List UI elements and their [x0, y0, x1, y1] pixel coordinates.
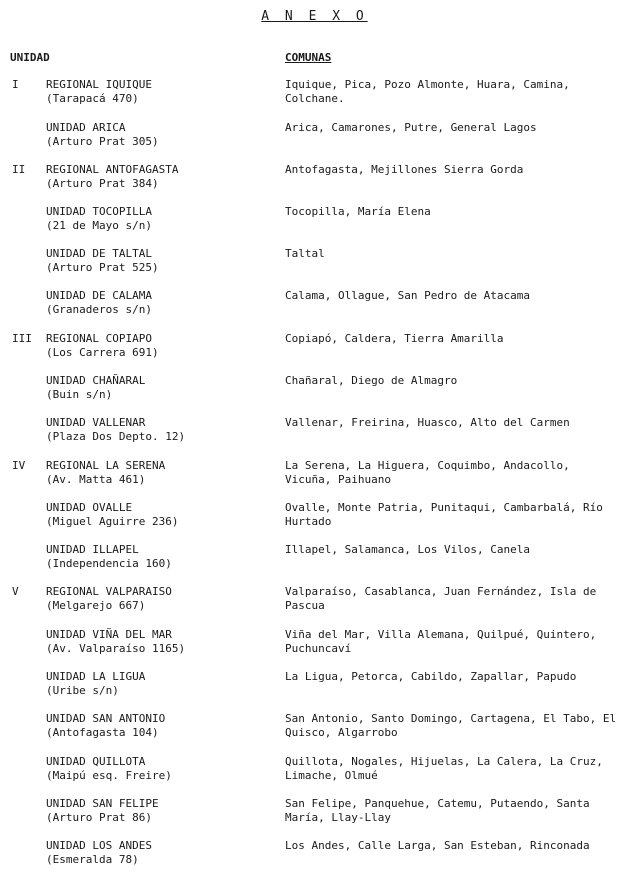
- unit-name: UNIDAD VIÑA DEL MAR: [46, 628, 172, 641]
- unit-cell: [46, 501, 178, 529]
- unit-cell: [46, 163, 178, 191]
- unit-address: (Esmeralda 78): [46, 853, 139, 866]
- unit-name: UNIDAD LOS ANDES: [46, 839, 152, 852]
- comunas-cell: Los Andes, Calle Larga, San Esteban, Rinconada: [285, 839, 590, 852]
- unit-name: UNIDAD DE TALTAL: [46, 247, 152, 260]
- comunas-cell: Ovalle, Monte Patria, Punitaqui, Cambarbalá, Río Hurtado: [285, 501, 603, 528]
- comunas-cell: Viña del Mar, Villa Alemana, Quilpué, Quintero, Puchuncaví: [285, 628, 597, 655]
- unit-cell: [46, 121, 159, 149]
- unit-name: UNIDAD DE CALAMA: [46, 289, 152, 302]
- unit-address: (Av. Matta 461): [46, 473, 146, 486]
- comunas-cell: Copiapó, Caldera, Tierra Amarilla: [285, 332, 504, 345]
- unit-address: (Antofagasta 104): [46, 726, 159, 739]
- comunas-cell: Taltal: [285, 247, 325, 260]
- unit-cell: [46, 628, 185, 656]
- unit-name: UNIDAD SAN FELIPE: [46, 797, 159, 810]
- comunas-cell: San Antonio, Santo Domingo, Cartagena, El Tabo, El Quisco, Algarrobo: [285, 712, 617, 739]
- unit-cell: [46, 332, 159, 360]
- unit-cell: [46, 585, 172, 613]
- unit-name: REGIONAL ANTOFAGASTA: [46, 163, 179, 176]
- comunas-cell: La Serena, La Higuera, Coquimbo, Andacollo, Vicuña, Paihuano: [285, 459, 570, 486]
- comunas-cell: Chañaral, Diego de Almagro: [285, 374, 458, 387]
- unit-address: (Granaderos s/n): [46, 303, 152, 316]
- column-header-comunas: COMUNAS: [285, 51, 332, 64]
- unit-address: (Independencia 160): [46, 557, 172, 570]
- unit-name: UNIDAD SAN ANTONIO: [46, 712, 166, 725]
- region-number: V: [12, 585, 19, 598]
- unit-cell: [46, 670, 145, 698]
- unit-name: UNIDAD VALLENAR: [46, 416, 146, 429]
- unit-cell: [46, 205, 152, 233]
- unit-cell: [46, 712, 165, 740]
- unit-address: (Buin s/n): [46, 388, 113, 401]
- unit-name: REGIONAL COPIAPO: [46, 332, 152, 345]
- unit-cell: [46, 797, 159, 825]
- unit-name: UNIDAD CHAÑARAL: [46, 374, 146, 387]
- unit-address: (Los Carrera 691): [46, 346, 159, 359]
- comunas-cell: Iquique, Pica, Pozo Almonte, Huara, Camina, Colchane.: [285, 78, 570, 105]
- unit-name: UNIDAD LA LIGUA: [46, 670, 146, 683]
- unit-cell: [46, 459, 165, 487]
- region-number: I: [12, 78, 19, 91]
- comunas-cell: La Ligua, Petorca, Cabildo, Zapallar, Papudo: [285, 670, 577, 683]
- comunas-cell: Arica, Camarones, Putre, General Lagos: [285, 121, 537, 134]
- region-number: III: [12, 332, 32, 345]
- unit-name: REGIONAL VALPARAISO: [46, 585, 172, 598]
- unit-address: (Arturo Prat 525): [46, 261, 159, 274]
- comunas-cell: Illapel, Salamanca, Los Vilos, Canela: [285, 543, 531, 556]
- unit-name: UNIDAD ARICA: [46, 121, 126, 134]
- unit-name: REGIONAL IQUIQUE: [46, 78, 152, 91]
- unit-cell: [46, 839, 152, 867]
- unit-address: (21 de Mayo s/n): [46, 219, 152, 232]
- unit-address: (Melgarejo 667): [46, 599, 146, 612]
- comunas-cell: Quillota, Nogales, Hijuelas, La Calera, La Cruz, Limache, Olmué: [285, 755, 603, 782]
- unit-address: (Arturo Prat 86): [46, 811, 152, 824]
- unit-cell: [46, 247, 159, 275]
- region-number: IV: [12, 459, 26, 472]
- unit-cell: [46, 289, 152, 317]
- unit-cell: [46, 755, 172, 783]
- comunas-cell: Calama, Ollague, San Pedro de Atacama: [285, 289, 531, 302]
- unit-cell: [46, 78, 152, 106]
- unit-name: REGIONAL LA SERENA: [46, 459, 166, 472]
- comunas-cell: Vallenar, Freirina, Huasco, Alto del Carmen: [285, 416, 570, 429]
- unit-address: (Maipú esq. Freire): [46, 769, 172, 782]
- unit-address: (Arturo Prat 305): [46, 135, 159, 148]
- unit-address: (Miguel Aguirre 236): [46, 515, 179, 528]
- unit-address: (Uribe s/n): [46, 684, 119, 697]
- column-header-unidad: UNIDAD: [10, 51, 50, 64]
- unit-address: (Arturo Prat 384): [46, 177, 159, 190]
- comunas-cell: Tocopilla, María Elena: [285, 205, 431, 218]
- document-title: A N E X O: [261, 9, 368, 24]
- comunas-cell: Antofagasta, Mejillones Sierra Gorda: [285, 163, 524, 176]
- unit-address: (Plaza Dos Depto. 12): [46, 430, 186, 443]
- unit-name: UNIDAD ILLAPEL: [46, 543, 139, 556]
- comunas-cell: San Felipe, Panquehue, Catemu, Putaendo, Santa María, Llay-Llay: [285, 797, 590, 824]
- unit-name: UNIDAD TOCOPILLA: [46, 205, 152, 218]
- unit-address: (Av. Valparaíso 1165): [46, 642, 186, 655]
- unit-cell: [46, 543, 172, 571]
- unit-cell: [46, 374, 145, 402]
- unit-address: (Tarapacá 470): [46, 92, 139, 105]
- unit-name: UNIDAD OVALLE: [46, 501, 133, 514]
- unit-name: UNIDAD QUILLOTA: [46, 755, 146, 768]
- comunas-cell: Valparaíso, Casablanca, Juan Fernández, Isla de Pascua: [285, 585, 597, 612]
- region-number: II: [12, 163, 26, 176]
- unit-cell: [46, 416, 185, 444]
